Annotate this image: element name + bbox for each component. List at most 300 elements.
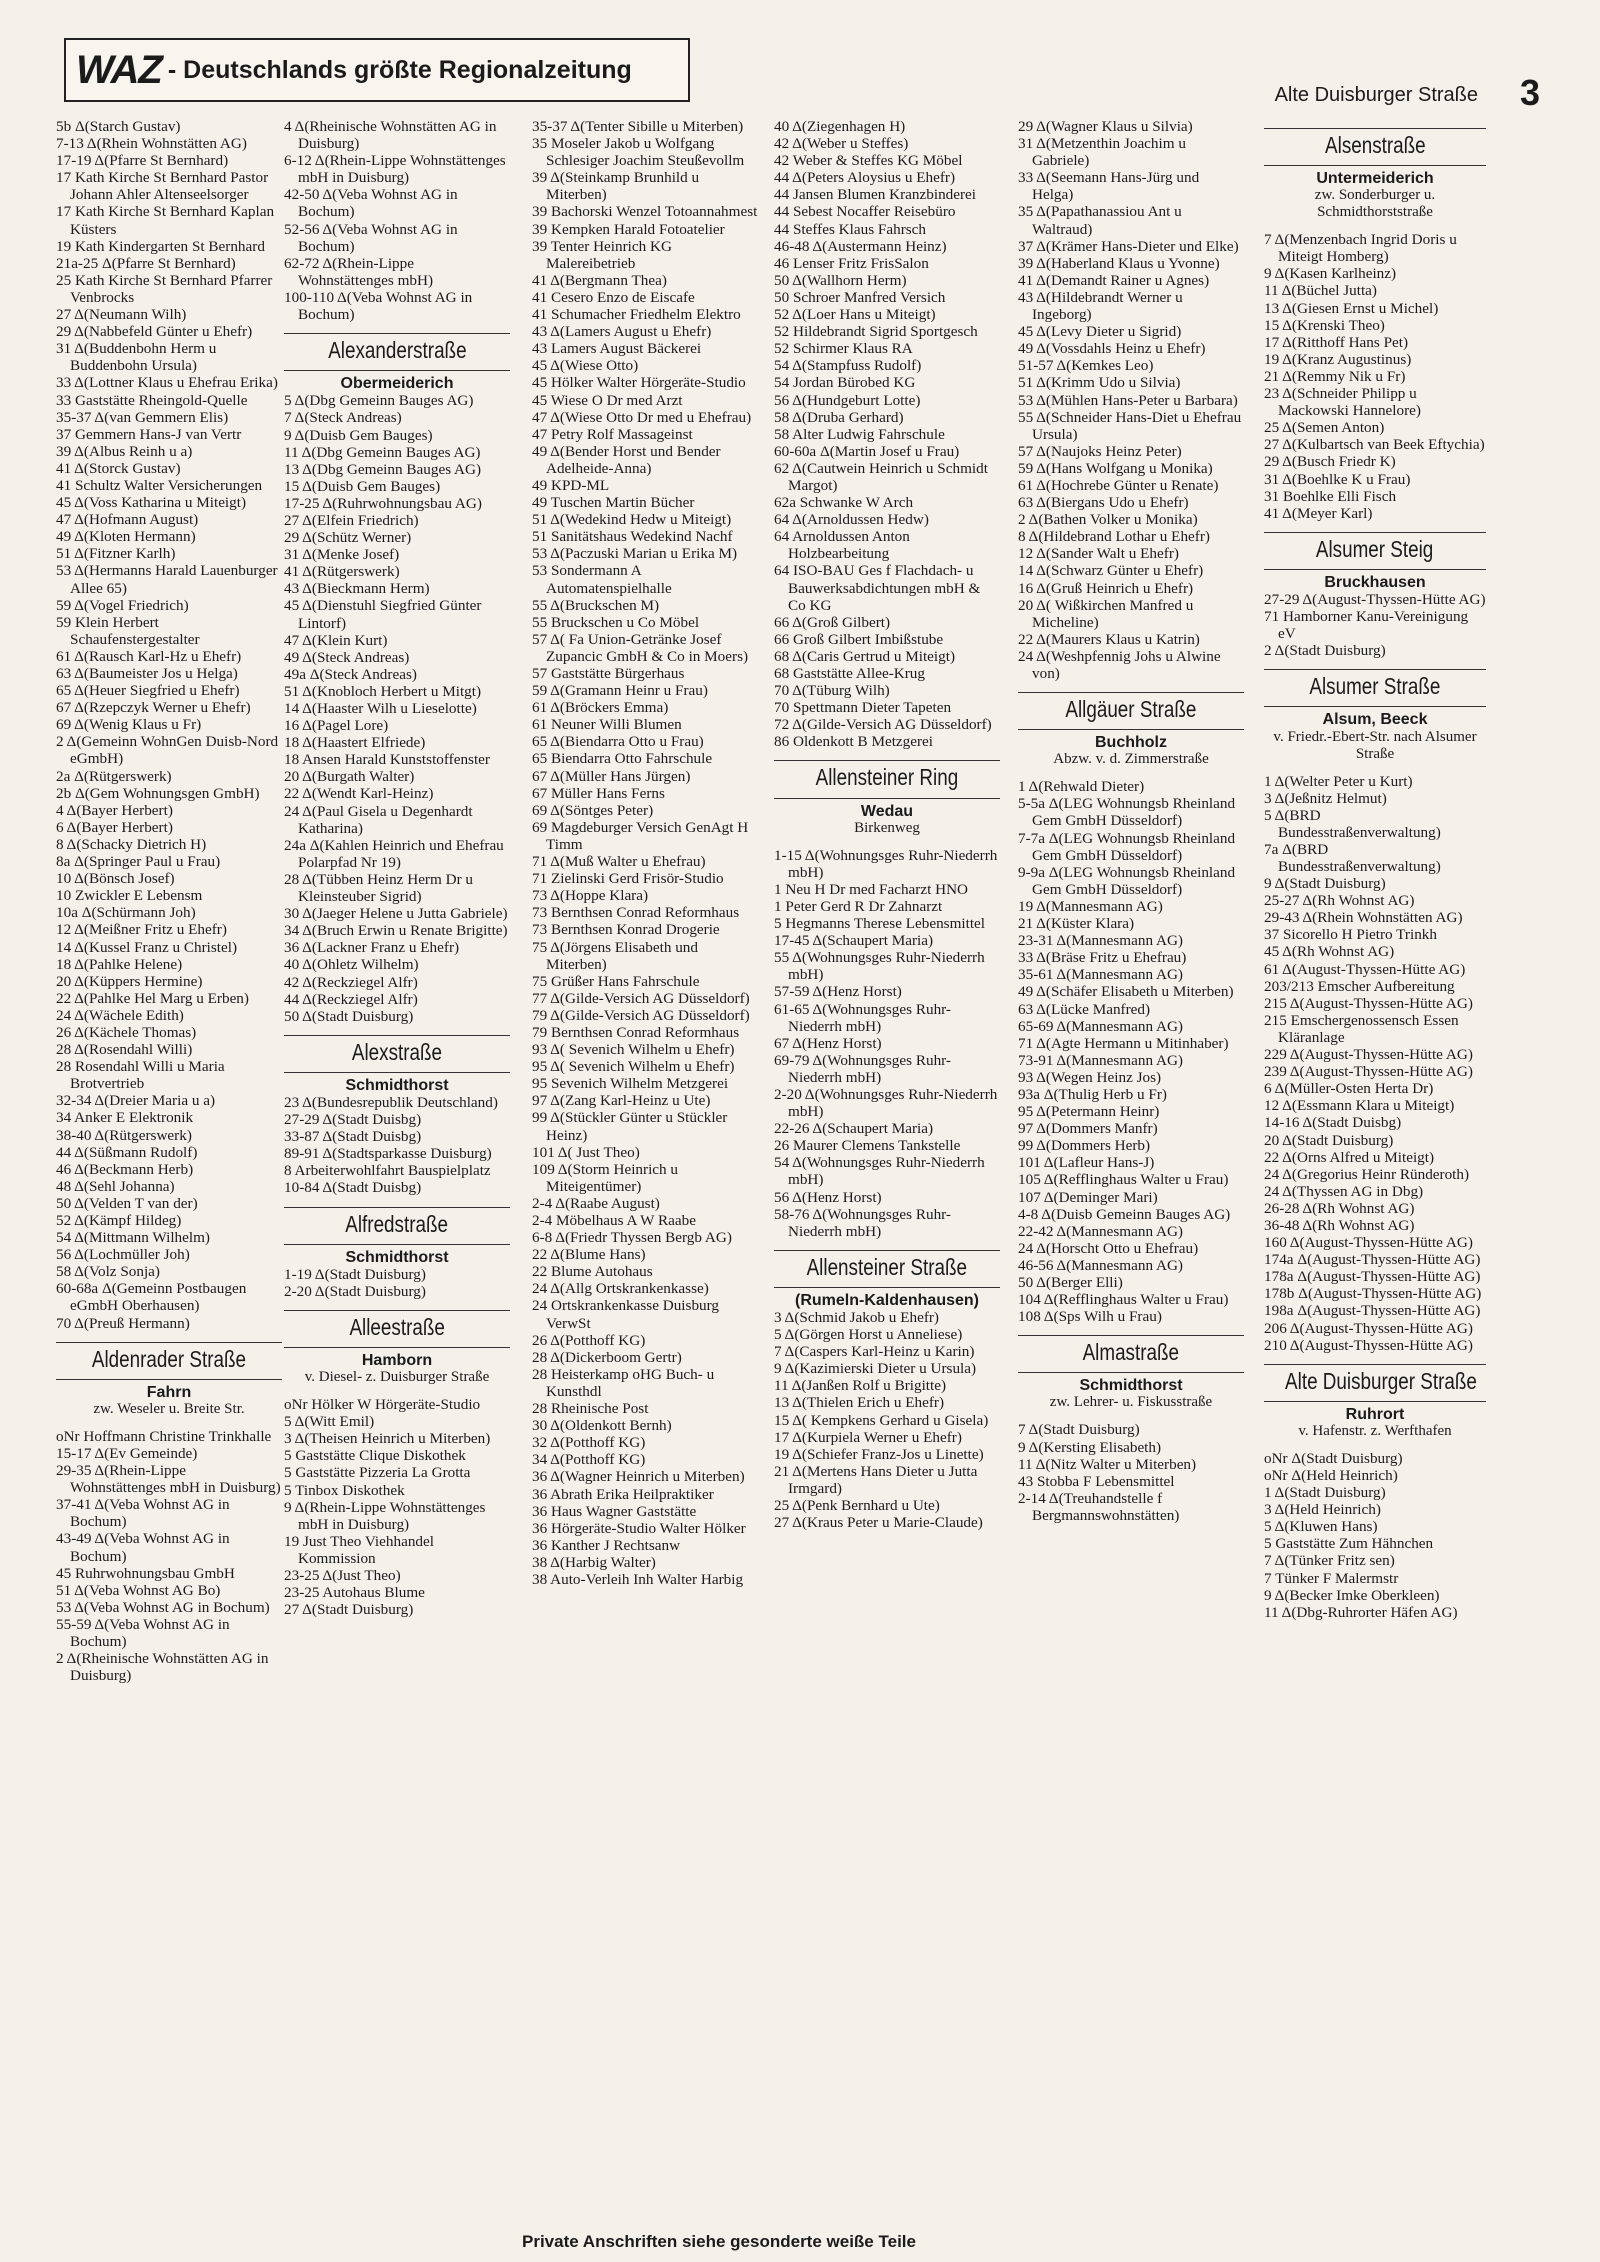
listing-entry: 86 Oldenkott B Metzgerei <box>774 733 934 751</box>
divider <box>774 1287 1000 1288</box>
listing-entry: 45 Δ(Levy Dieter u Sigrid) <box>1018 323 1182 341</box>
divider <box>1264 1401 1486 1402</box>
divider <box>1264 569 1486 570</box>
listing-entry: 47 Petry Rolf Massageinst <box>532 425 693 443</box>
listing-entry: 41 Δ(Bergmann Thea) <box>532 271 667 289</box>
listing-entry: 3 Δ(Schmid Jakob u Ehefr) <box>774 1309 939 1326</box>
listing-entry: 210 Δ(August-Thyssen-Hütte AG) <box>1264 1336 1473 1354</box>
listing-entry: 101 Δ( Just Theo) <box>532 1143 640 1161</box>
listing-entry: 9 Δ(Rhein-Lippe Wohnstättenges mbH in Duisburg) <box>284 1498 486 1533</box>
listing-entry: 75 Δ(Jörgens Elisabeth und Miterben) <box>532 938 698 973</box>
divider <box>1264 706 1486 707</box>
listing-entry: 59 Δ(Hans Wolfgang u Monika) <box>1018 459 1213 477</box>
listing-entry: 7 Tünker F Malermstr <box>1264 1569 1399 1587</box>
listing-entry: 48 Δ(Sehl Johanna) <box>56 1177 175 1195</box>
listing-entry: 41 Cesero Enzo de Eiscafe <box>532 288 695 306</box>
listing-entry: 1 Δ(Rehwald Dieter) <box>1018 778 1145 796</box>
street-name: Alsumer Steig <box>1316 535 1434 562</box>
listing-entry: 49 Δ(Vossdahls Heinz u Ehefr) <box>1018 340 1206 358</box>
listing-entry: 15 Δ(Krenski Theo) <box>1264 316 1385 334</box>
listing-entry: 13 Δ(Thielen Erich u Ehefr) <box>774 1394 945 1412</box>
listing-entry: 55-59 Δ(Veba Wohnst AG in Bochum) <box>56 1615 230 1650</box>
district-note: v. Diesel- z. Duisburger Straße <box>304 1369 490 1386</box>
listing-entry: 95 Sevenich Wilhelm Metzgerei <box>532 1075 729 1093</box>
listing-entry: 56 Δ(Lochmüller Joh) <box>56 1246 190 1264</box>
listing-entry: 10a Δ(Schürmann Joh) <box>56 904 196 922</box>
listing-entry: 65 Biendarra Otto Fahrschule <box>532 750 713 768</box>
listing-entry: 34 Δ(Bruch Erwin u Renate Brigitte) <box>284 922 508 940</box>
listing-entry: 6-12 Δ(Rhein-Lippe Wohnstättenges mbH in Duisburg) <box>284 152 506 187</box>
street-header <box>56 1342 282 1380</box>
listing-entry: 60-68a Δ(Gemeinn Postbaugen eGmbH Oberhausen) <box>56 1280 247 1315</box>
listing-entry: 41 Δ(Storck Gustav) <box>56 459 181 477</box>
listing-entry: 17-25 Δ(Ruhrwohnungsbau AG) <box>284 494 482 512</box>
divider <box>1264 669 1486 670</box>
listing-entry: 36 Δ(Wagner Heinrich u Miterben) <box>532 1468 745 1486</box>
district-name: Ruhrort <box>1345 1405 1405 1423</box>
listing-entry: 14 Δ(Schwarz Günter u Ehefr) <box>1018 562 1204 580</box>
listing-entry: 67 Δ(Henz Horst) <box>774 1034 882 1052</box>
street-header <box>284 333 510 371</box>
listing-entry: 51 Δ(Krimm Udo u Silvia) <box>1018 374 1181 392</box>
listing-entry: 64 ISO-BAU Ges f Flachdach- u Bauwerksabdichtungen mbH & Co KG <box>774 562 981 614</box>
listing-entry: 17 Kath Kirche St Bernhard Kaplan Küsters <box>56 203 275 238</box>
listing-entry: 19 Δ(Mannesmann AG) <box>1018 897 1163 915</box>
listing-entry: 64 Arnoldussen Anton Holzbearbeitung <box>774 528 910 563</box>
divider <box>284 1347 510 1348</box>
listing-entry: 27-29 Δ(Stadt Duisbg) <box>284 1111 422 1129</box>
listing-entry: 39 Tenter Heinrich KG Malereibetrieb <box>532 237 672 272</box>
masthead-tagline: - Deutschlands größte Regionalzeitung <box>167 55 632 84</box>
listing-entry: oNr Hoffmann Christine Trinkhalle <box>56 1427 272 1445</box>
listing-entry: 66 Δ(Groß Gilbert) <box>774 613 891 631</box>
listing-entry: 17-19 Δ(Pfarre St Bernhard) <box>56 152 229 170</box>
listing-entry: 26-28 Δ(Rh Wohnst AG) <box>1264 1199 1415 1217</box>
listing-entry: 25-27 Δ(Rh Wohnst AG) <box>1264 892 1415 910</box>
listing-entry: 50 Schroer Manfred Versich <box>774 288 946 306</box>
listing-entry: 5 Δ(Witt Emil) <box>284 1413 375 1431</box>
listing-entry: 6 Δ(Müller-Osten Herta Dr) <box>1264 1080 1434 1098</box>
listing-entry: 44 Δ(Peters Aloysius u Ehefr) <box>774 169 956 187</box>
listing-entry: 56 Δ(Hundgeburt Lotte) <box>774 391 921 409</box>
listing-entry: 11 Δ(Dbg Gemeinn Bauges AG) <box>284 443 481 461</box>
listing-entry: 36 Kanther J Rechtsanw <box>532 1536 681 1554</box>
listing-entry: 11 Δ(Nitz Walter u Miterben) <box>1018 1455 1197 1473</box>
listing-entry: 51 Δ(Wedekind Hedw u Miteigt) <box>532 511 732 529</box>
district-note: v. Friedr.-Ebert-Str. nach Alsumer Straße <box>1273 728 1477 762</box>
listing-entry: 31 Δ(Buddenbohn Herm u Buddenbohn Ursula) <box>56 340 217 375</box>
listing-entry: 45 Δ(Wiese Otto) <box>532 357 639 375</box>
listing-entry: 29 Δ(Schütz Werner) <box>284 529 412 547</box>
listing-entry: 46 Lenser Fritz FrisSalon <box>774 254 929 272</box>
listing-entry: 67 Δ(Rzepczyk Werner u Ehefr) <box>56 699 251 717</box>
listing-entry: 71 Δ(Muß Walter u Ehefrau) <box>532 853 706 871</box>
district-name: Wedau <box>860 802 914 820</box>
listing-entry: 71 Hamborner Kanu-Vereinigung eV <box>1264 608 1469 643</box>
listing-entry: 178a Δ(August-Thyssen-Hütte AG) <box>1264 1268 1481 1286</box>
listing-entry: 44 Δ(Süßmann Rudolf) <box>56 1143 198 1161</box>
listing-entry: 60-60a Δ(Martin Josef u Frau) <box>774 442 960 460</box>
listing-entry: 42-50 Δ(Veba Wohnst AG in Bochum) <box>284 186 458 221</box>
listing-entry: 73 Bernthsen Konrad Drogerie <box>532 921 720 939</box>
listing-entry: 39 Kempken Harald Fotoatelier <box>532 220 725 238</box>
listing-entry: 61 Δ(Bröckers Emma) <box>532 699 669 717</box>
listing-entry: 5 Δ(Kluwen Hans) <box>1264 1518 1378 1536</box>
listing-entry: 97 Δ(Dommers Manfr) <box>1018 1120 1158 1138</box>
listing-entry: 2a Δ(Rütgerswerk) <box>56 767 172 785</box>
listing-entry: 2 Δ(Gemeinn WohnGen Duisb-Nord eGmbH) <box>56 733 279 768</box>
divider <box>284 1072 510 1073</box>
listing-entry: 23 Δ(Bundesrepublik Deutschland) <box>284 1093 498 1111</box>
listing-entry: 37 Gemmern Hans-J van Vertr <box>56 425 242 443</box>
column-3 <box>532 118 758 1588</box>
listing-entry: 51-57 Δ(Kemkes Leo) <box>1018 357 1154 375</box>
listing-entry: 89-91 Δ(Stadtsparkasse Duisburg) <box>284 1145 492 1163</box>
listing-entry: 104 Δ(Refflinghaus Walter u Frau) <box>1018 1291 1229 1309</box>
listing-entry: oNr Δ(Held Heinrich) <box>1264 1467 1398 1484</box>
listing-entry: 51 Δ(Veba Wohnst AG Bo) <box>56 1581 221 1599</box>
divider <box>1018 692 1244 693</box>
listing-entry: 10 Zwickler E Lebensm <box>56 887 203 905</box>
listing-entry: 54 Jordan Bürobed KG <box>774 374 916 392</box>
listing-entry: 3 Δ(Jeßnitz Helmut) <box>1264 789 1387 807</box>
listing-entry: 6 Δ(Bayer Herbert) <box>56 818 173 836</box>
listing-entry: 1-15 Δ(Wohnungsges Ruhr-Niederrh mbH) <box>774 846 998 881</box>
listing-entry: 7 Δ(Steck Andreas) <box>284 409 402 427</box>
listing-entry: 1 Neu H Dr med Facharzt HNO <box>774 880 969 898</box>
listing-entry: 3 Δ(Held Heinrich) <box>1264 1501 1381 1519</box>
listing-entry: 38 Δ(Harbig Walter) <box>532 1553 656 1571</box>
listing-entry: 24 Ortskrankenkasse Duisburg VerwSt <box>532 1297 720 1332</box>
listing-entry: 45 Δ(Rh Wohnst AG) <box>1264 943 1395 961</box>
listing-entry: 36 Hörgeräte-Studio Walter Hölker <box>532 1519 746 1537</box>
listing-entry: 28 Δ(Tübben Heinz Herm Dr u Kleinsteuber Sigrid) <box>284 870 474 906</box>
divider <box>284 333 510 334</box>
street-name: Alfredstraße <box>345 1210 449 1237</box>
listing-entry: 49a Δ(Steck Andreas) <box>284 665 417 683</box>
listing-entry: 2 Δ(Bathen Volker u Monika) <box>1018 511 1198 529</box>
listing-entry: 50 Δ(Berger Elli) <box>1018 1274 1123 1291</box>
listing-entry: 53 Δ(Veba Wohnst AG in Bochum) <box>56 1598 270 1616</box>
listing-entry: 10 Δ(Bönsch Josef) <box>56 870 175 888</box>
listing-entry: 12 Δ(Essmann Klara u Miteigt) <box>1264 1097 1455 1115</box>
listing-entry: 35 Moseler Jakob u Wolfgang Schlesiger Joachim Steußevollm <box>532 135 745 170</box>
listing-entry: 30 Δ(Oldenkott Bernh) <box>532 1417 672 1435</box>
listing-entry: 43 Stobba F Lebensmittel <box>1018 1472 1175 1490</box>
listing-entry: 49 Δ(Steck Andreas) <box>284 648 410 666</box>
column-2 <box>284 118 510 1618</box>
listing-entry: 69-79 Δ(Wohnungsges Ruhr-Niederrh mbH) <box>774 1051 951 1086</box>
listing-entry: 9 Δ(Kersting Elisabeth) <box>1018 1438 1162 1456</box>
listing-entry: 52 Schirmer Klaus RA <box>774 340 913 358</box>
listing-entry: 18 Δ(Haastert Elfriede) <box>284 734 426 752</box>
listing-entry: oNr Δ(Stadt Duisburg) <box>1264 1449 1403 1467</box>
district-name: Schmidthorst <box>1079 1377 1183 1395</box>
divider <box>774 1250 1000 1251</box>
listing-entry: 7-13 Δ(Rhein Wohnstätten AG) <box>56 135 247 153</box>
listing-entry: 5b Δ(Starch Gustav) <box>56 118 181 135</box>
listing-entry: 49 Tuschen Martin Bücher <box>532 494 695 512</box>
listing-entry: 58 Alter Ludwig Fahrschule <box>774 425 945 443</box>
listing-entry: 63 Δ(Biergans Udo u Ehefr) <box>1018 494 1189 512</box>
district-name: Hamborn <box>361 1352 433 1369</box>
listing-entry: oNr Hölker W Hörgeräte-Studio <box>284 1396 481 1414</box>
column-1 <box>56 118 282 1684</box>
listing-entry: 107 Δ(Deminger Mari) <box>1018 1188 1158 1206</box>
listing-entry: 206 Δ(August-Thyssen-Hütte AG) <box>1264 1319 1473 1337</box>
listing-entry: 20 Δ(Burgath Walter) <box>284 768 415 786</box>
street-name: Allgäuer Straße <box>1065 696 1197 723</box>
listing-entry: 37-41 Δ(Veba Wohnst AG in Bochum) <box>56 1496 230 1531</box>
listing-entry: 7 Δ(Tünker Fritz sen) <box>1264 1552 1395 1570</box>
street-name: Allensteiner Straße <box>806 1253 968 1280</box>
listing-entry: 26 Maurer Clemens Tankstelle <box>774 1137 961 1155</box>
listing-entry: 23-25 Autohaus Blume <box>284 1584 425 1602</box>
listing-entry: 2-20 Δ(Wohnungsges Ruhr-Niederrh mbH) <box>774 1085 998 1121</box>
listing-entry: 42 Δ(Reckziegel Alfr) <box>284 973 418 991</box>
listing-entry: 29-35 Δ(Rhein-Lippe Wohnstättenges mbH in Duisburg) <box>56 1462 281 1497</box>
listing-entry: 68 Gaststätte Allee-Krug <box>774 665 925 682</box>
listing-entry: 41 Δ(Demandt Rainer u Agnes) <box>1018 271 1210 289</box>
listing-entry: 4 Δ(Rheinische Wohnstätten AG in Duisburg) <box>284 118 497 153</box>
running-head: Alte Duisburger Straße <box>1274 84 1478 106</box>
listing-entry: 25 Δ(Semen Anton) <box>1264 419 1385 437</box>
street-header <box>774 760 1000 798</box>
district-note: Birkenweg <box>854 819 920 836</box>
street-name: Alexstraße <box>351 1038 443 1065</box>
listing-entry: 62 Δ(Cautwein Heinrich u Schmidt Margot) <box>774 459 988 494</box>
listing-entry: 95 Δ( Sevenich Wilhelm u Ehefr) <box>532 1058 735 1076</box>
divider <box>1018 1335 1244 1336</box>
street-header <box>1264 669 1486 707</box>
listing-entry: 43 Δ(Lamers August u Ehefr) <box>532 323 712 341</box>
listing-entry: 38 Auto-Verleih Inh Walter Harbig <box>532 1570 744 1588</box>
listing-entry: 41 Δ(Rütgerswerk) <box>284 563 400 581</box>
street-name: Alleestraße <box>349 1313 445 1340</box>
listing-entry: 69 Magdeburger Versich GenAgt H Timm <box>532 818 749 853</box>
listing-entry: 36-48 Δ(Rh Wohnst AG) <box>1264 1216 1415 1234</box>
listing-entry: 22-26 Δ(Schaupert Maria) <box>774 1120 934 1138</box>
street-header <box>284 1035 510 1073</box>
listing-entry: 69 Δ(Wenig Klaus u Fr) <box>56 716 202 734</box>
listing-entry: 44 Δ(Reckziegel Alfr) <box>284 990 418 1008</box>
waz-logo: WAZ <box>76 47 162 92</box>
listing-entry: 29-43 Δ(Rhein Wohnstätten AG) <box>1264 909 1463 927</box>
street-header <box>1018 692 1244 730</box>
listing-entry: 54 Δ(Wohnungsges Ruhr-Niederrh mbH) <box>774 1154 985 1189</box>
district-name: Alsum, Beeck <box>1322 711 1428 729</box>
listing-entry: 50 Δ(Wallhorn Herm) <box>774 271 907 289</box>
listing-entry: 36 Haus Wagner Gaststätte <box>532 1502 697 1520</box>
listing-entry: 24 Δ(Gregorius Heinr Ründeroth) <box>1264 1165 1470 1183</box>
listing-entry: 35-61 Δ(Mannesmann AG) <box>1018 966 1183 984</box>
listing-entry: 15 Δ(Duisb Gem Bauges) <box>284 477 441 495</box>
listing-entry: 8 Arbeiterwohlfahrt Bauspielplatz <box>284 1162 491 1180</box>
divider <box>1264 165 1486 166</box>
listing-entry: 2-4 Δ(Raabe August) <box>532 1194 660 1212</box>
listing-entry: 22 Δ(Maurers Klaus u Katrin) <box>1018 630 1200 648</box>
listing-entry: 59 Klein Herbert Schaufenstergestalter <box>56 613 200 648</box>
listing-entry: 41 Schumacher Friedhelm Elektro <box>532 306 741 324</box>
street-header <box>1264 1364 1486 1402</box>
listing-entry: 30 Δ(Jaeger Helene u Jutta Gabriele) <box>284 905 508 923</box>
listing-entry: 13 Δ(Dbg Gemeinn Bauges AG) <box>284 460 482 478</box>
district-name: Buchholz <box>1095 734 1167 752</box>
listing-entry: 7 Δ(Stadt Duisburg) <box>1018 1421 1140 1439</box>
listing-entry: 77 Δ(Gilde-Versich AG Düsseldorf) <box>532 989 750 1007</box>
listing-entry: 49 KPD-ML <box>532 476 610 494</box>
listing-entry: 58 Δ(Volz Sonja) <box>56 1263 160 1281</box>
listing-entry: 33-87 Δ(Stadt Duisbg) <box>284 1128 422 1146</box>
listing-entry: 26 Δ(Potthoff KG) <box>532 1331 646 1349</box>
street-name: Alsenstraße <box>1324 132 1426 158</box>
listing-entry: 6-8 Δ(Friedr Thyssen Bergb AG) <box>532 1229 732 1247</box>
district-note: zw. Weseler u. Breite Str. <box>93 1400 245 1417</box>
listing-entry: 101 Δ(Lafleur Hans-J) <box>1018 1154 1155 1172</box>
divider <box>1264 1364 1486 1365</box>
street-header <box>1264 128 1486 166</box>
listing-entry: 32 Δ(Potthoff KG) <box>532 1434 646 1452</box>
listing-entry: 50 Δ(Velden T van der) <box>56 1194 198 1212</box>
listing-entry: 55 Bruckschen u Co Möbel <box>532 613 700 631</box>
listing-entry: 13 Δ(Giesen Ernst u Michel) <box>1264 299 1439 317</box>
listing-entry: 5 Gaststätte Zum Hähnchen <box>1264 1535 1434 1553</box>
listing-entry: 65-69 Δ(Mannesmann AG) <box>1018 1017 1183 1035</box>
listing-entry: 62a Schwanke W Arch <box>774 494 914 512</box>
listing-entry: 27 Δ(Kulbartsch van Beek Eftychia) <box>1264 436 1485 454</box>
divider <box>56 1342 282 1343</box>
listing-entry: 5 Tinbox Diskothek <box>284 1481 405 1499</box>
listing-entry: 35-37 Δ(van Gemmern Elis) <box>56 408 229 426</box>
listing-entry: 53 Δ(Hermanns Harald Lauenburger Allee 65) <box>56 562 278 597</box>
listing-entry: 109 Δ(Storm Heinrich u Miteigentümer) <box>532 1160 679 1195</box>
listing-entry: 203/213 Emscher Aufbereitung <box>1264 977 1455 995</box>
listing-entry: 22-42 Δ(Mannesmann AG) <box>1018 1222 1183 1240</box>
listing-entry: 71 Zielinski Gerd Frisör-Studio <box>532 870 724 888</box>
listing-entry: 27-29 Δ(August-Thyssen-Hütte AG) <box>1264 590 1486 608</box>
listing-entry: 5 Gaststätte Pizzeria La Grotta <box>284 1464 471 1482</box>
listing-entry: 53 Δ(Mühlen Hans-Peter u Barbara) <box>1018 391 1238 409</box>
column-6 <box>1264 118 1486 1621</box>
listing-entry: 45 Δ(Voss Katharina u Miteigt) <box>56 494 247 512</box>
listing-entry: 68 Δ(Caris Gertrud u Miteigt) <box>774 647 956 665</box>
listing-entry: 58 Δ(Druba Gerhard) <box>774 408 904 426</box>
listing-entry: 53 Δ(Paczuski Marian u Erika M) <box>532 545 738 563</box>
district-note: v. Hafenstr. z. Werfthafen <box>1298 1422 1452 1439</box>
listing-entry: 38-40 Δ(Rütgerswerk) <box>56 1126 192 1144</box>
listing-entry: 50 Δ(Stadt Duisburg) <box>284 1007 414 1025</box>
listing-entry: 45 Wiese O Dr med Arzt <box>532 391 683 409</box>
listing-entry: 65 Δ(Heuer Siegfried u Ehefr) <box>56 682 240 700</box>
listing-entry: 239 Δ(August-Thyssen-Hütte AG) <box>1264 1063 1473 1081</box>
listing-entry: 9 Δ(Kazimierski Dieter u Ursula) <box>774 1360 977 1378</box>
street-name: Alte Duisburger Straße <box>1285 1367 1477 1394</box>
listing-entry: 75 Grüßer Hans Fahrschule <box>532 972 700 990</box>
listing-entry: 51 Sanitätshaus Wedekind Nachf <box>532 528 733 546</box>
divider <box>284 1244 510 1245</box>
listing-entry: 14 Δ(Kussel Franz u Christel) <box>56 938 238 956</box>
listing-entry: 15 Δ( Kempkens Gerhard u Gisela) <box>774 1411 989 1429</box>
listing-entry: 37 Δ(Krämer Hans-Dieter und Elke) <box>1018 237 1239 255</box>
listing-entry: 229 Δ(August-Thyssen-Hütte AG) <box>1264 1046 1473 1064</box>
listing-entry: 52 Δ(Kämpf Hildeg) <box>56 1212 182 1229</box>
listing-entry: 49 Δ(Schäfer Elisabeth u Miterben) <box>1018 983 1234 1001</box>
listing-entry: 99 Δ(Dommers Herb) <box>1018 1137 1151 1155</box>
listing-entry: 2-4 Möbelhaus A W Raabe <box>532 1212 696 1229</box>
listing-entry: 46 Δ(Beckmann Herb) <box>56 1160 194 1178</box>
listing-entry: 62-72 Δ(Rhein-Lippe Wohnstättenges mbH) <box>284 254 434 289</box>
street-header <box>1264 532 1486 570</box>
listing-entry: 71 Δ(Agte Hermann u Mitinhaber) <box>1018 1034 1229 1052</box>
column-4 <box>774 118 1000 1531</box>
listing-entry: 178b Δ(August-Thyssen-Hütte AG) <box>1264 1285 1482 1303</box>
listing-entry: 42 Weber & Steffes KG Möbel <box>774 152 963 170</box>
listing-entry: 57 Δ( Fa Union-Getränke Josef Zupancic GmbH & Co in Moers) <box>532 630 749 665</box>
listing-entry: 49 Δ(Kloten Hermann) <box>56 528 196 546</box>
listing-entry: 31 Boehlke Elli Fisch <box>1264 487 1397 505</box>
listing-entry: 198a Δ(August-Thyssen-Hütte AG) <box>1264 1302 1481 1320</box>
listing-entry: 99 Δ(Stückler Günter u Stückler Heinz) <box>532 1109 728 1144</box>
listing-entry: 22 Δ(Orns Alfred u Miteigt) <box>1264 1148 1435 1166</box>
listing-entry: 16 Δ(Gruß Heinrich u Ehefr) <box>1018 579 1194 597</box>
listing-entry: 19 Just Theo Viehhandel Kommission <box>284 1532 434 1567</box>
listing-entry: 5 Δ(BRD Bundesstraßenverwaltung) <box>1264 806 1441 841</box>
listing-entry: 12 Δ(Sander Walt u Ehefr) <box>1018 545 1179 563</box>
listing-entry: 56 Δ(Henz Horst) <box>774 1188 882 1206</box>
listing-entry: 9 Δ(Kasen Karlheinz) <box>1264 265 1397 283</box>
listing-entry: 63 Δ(Lücke Manfred) <box>1018 1000 1151 1018</box>
listing-entry: 43 Lamers August Bäckerei <box>532 340 702 358</box>
listing-entry: 95 Δ(Petermann Heinr) <box>1018 1103 1160 1121</box>
listing-entry: 25 Δ(Penk Bernhard u Ute) <box>774 1497 940 1515</box>
listing-entry: 29 Δ(Nabbefeld Günter u Ehefr) <box>56 323 253 341</box>
listing-entry: 54 Δ(Stampfuss Rudolf) <box>774 357 922 375</box>
listing-entry: 36 Abrath Erika Heilpraktiker <box>532 1485 714 1503</box>
listing-entry: 1 Δ(Welter Peter u Kurt) <box>1264 772 1413 790</box>
district-name: Untermeiderich <box>1316 170 1434 188</box>
divider <box>774 798 1000 799</box>
listing-entry: 61 Neuner Willi Blumen <box>532 716 682 734</box>
listing-entry: 40 Δ(Ziegenhagen H) <box>774 118 906 135</box>
listing-entry: 9-9a Δ(LEG Wohnungsb Rheinland Gem GmbH Düsseldorf) <box>1018 863 1236 898</box>
listing-entry: 17 Δ(Ritthoff Hans Pet) <box>1264 333 1409 351</box>
listing-entry: 44 Sebest Nocaffer Reisebüro <box>774 203 956 221</box>
listing-entry: 8 Δ(Hildebrand Lothar u Ehefr) <box>1018 528 1210 546</box>
listing-entry: 5 Gaststätte Clique Diskothek <box>284 1447 466 1465</box>
street-name: Alexanderstraße <box>327 337 467 364</box>
listing-entry: 11 Δ(Janßen Rolf u Brigitte) <box>774 1377 947 1395</box>
listing-entry: 47 Δ(Hofmann August) <box>56 511 199 529</box>
listing-entry: 27 Δ(Elfein Friedrich) <box>284 511 419 529</box>
column-5 <box>1018 118 1244 1524</box>
listing-entry: 22 Blume Autohaus <box>532 1263 653 1281</box>
listing-entry: 55 Δ(Wohnungsges Ruhr-Niederrh mbH) <box>774 949 985 984</box>
listing-entry: 29 Δ(Busch Friedr K) <box>1264 453 1396 471</box>
listing-entry: 70 Spettmann Dieter Tapeten <box>774 699 952 717</box>
listing-entry: 45 Ruhrwohnungsbau GmbH <box>56 1564 235 1582</box>
listing-entry: 20 Δ(Stadt Duisburg) <box>1264 1131 1394 1149</box>
listing-entry: 57 Δ(Naujoks Heinz Peter) <box>1018 442 1182 460</box>
listing-entry: 24 Δ(Paul Gisela u Degenhardt Katharina) <box>284 802 473 837</box>
divider <box>284 1310 510 1311</box>
street-header <box>284 1207 510 1245</box>
listing-entry: 59 Δ(Gramann Heinr u Frau) <box>532 682 708 700</box>
listing-entry: 39 Bachorski Wenzel Totoannahmest <box>532 203 758 221</box>
listing-entry: 19 Kath Kindergarten St Bernhard <box>56 237 265 255</box>
listing-entry: 1 Peter Gerd R Dr Zahnarzt <box>774 897 943 915</box>
divider <box>1264 128 1486 129</box>
district-name: Obermeiderich <box>340 375 454 393</box>
